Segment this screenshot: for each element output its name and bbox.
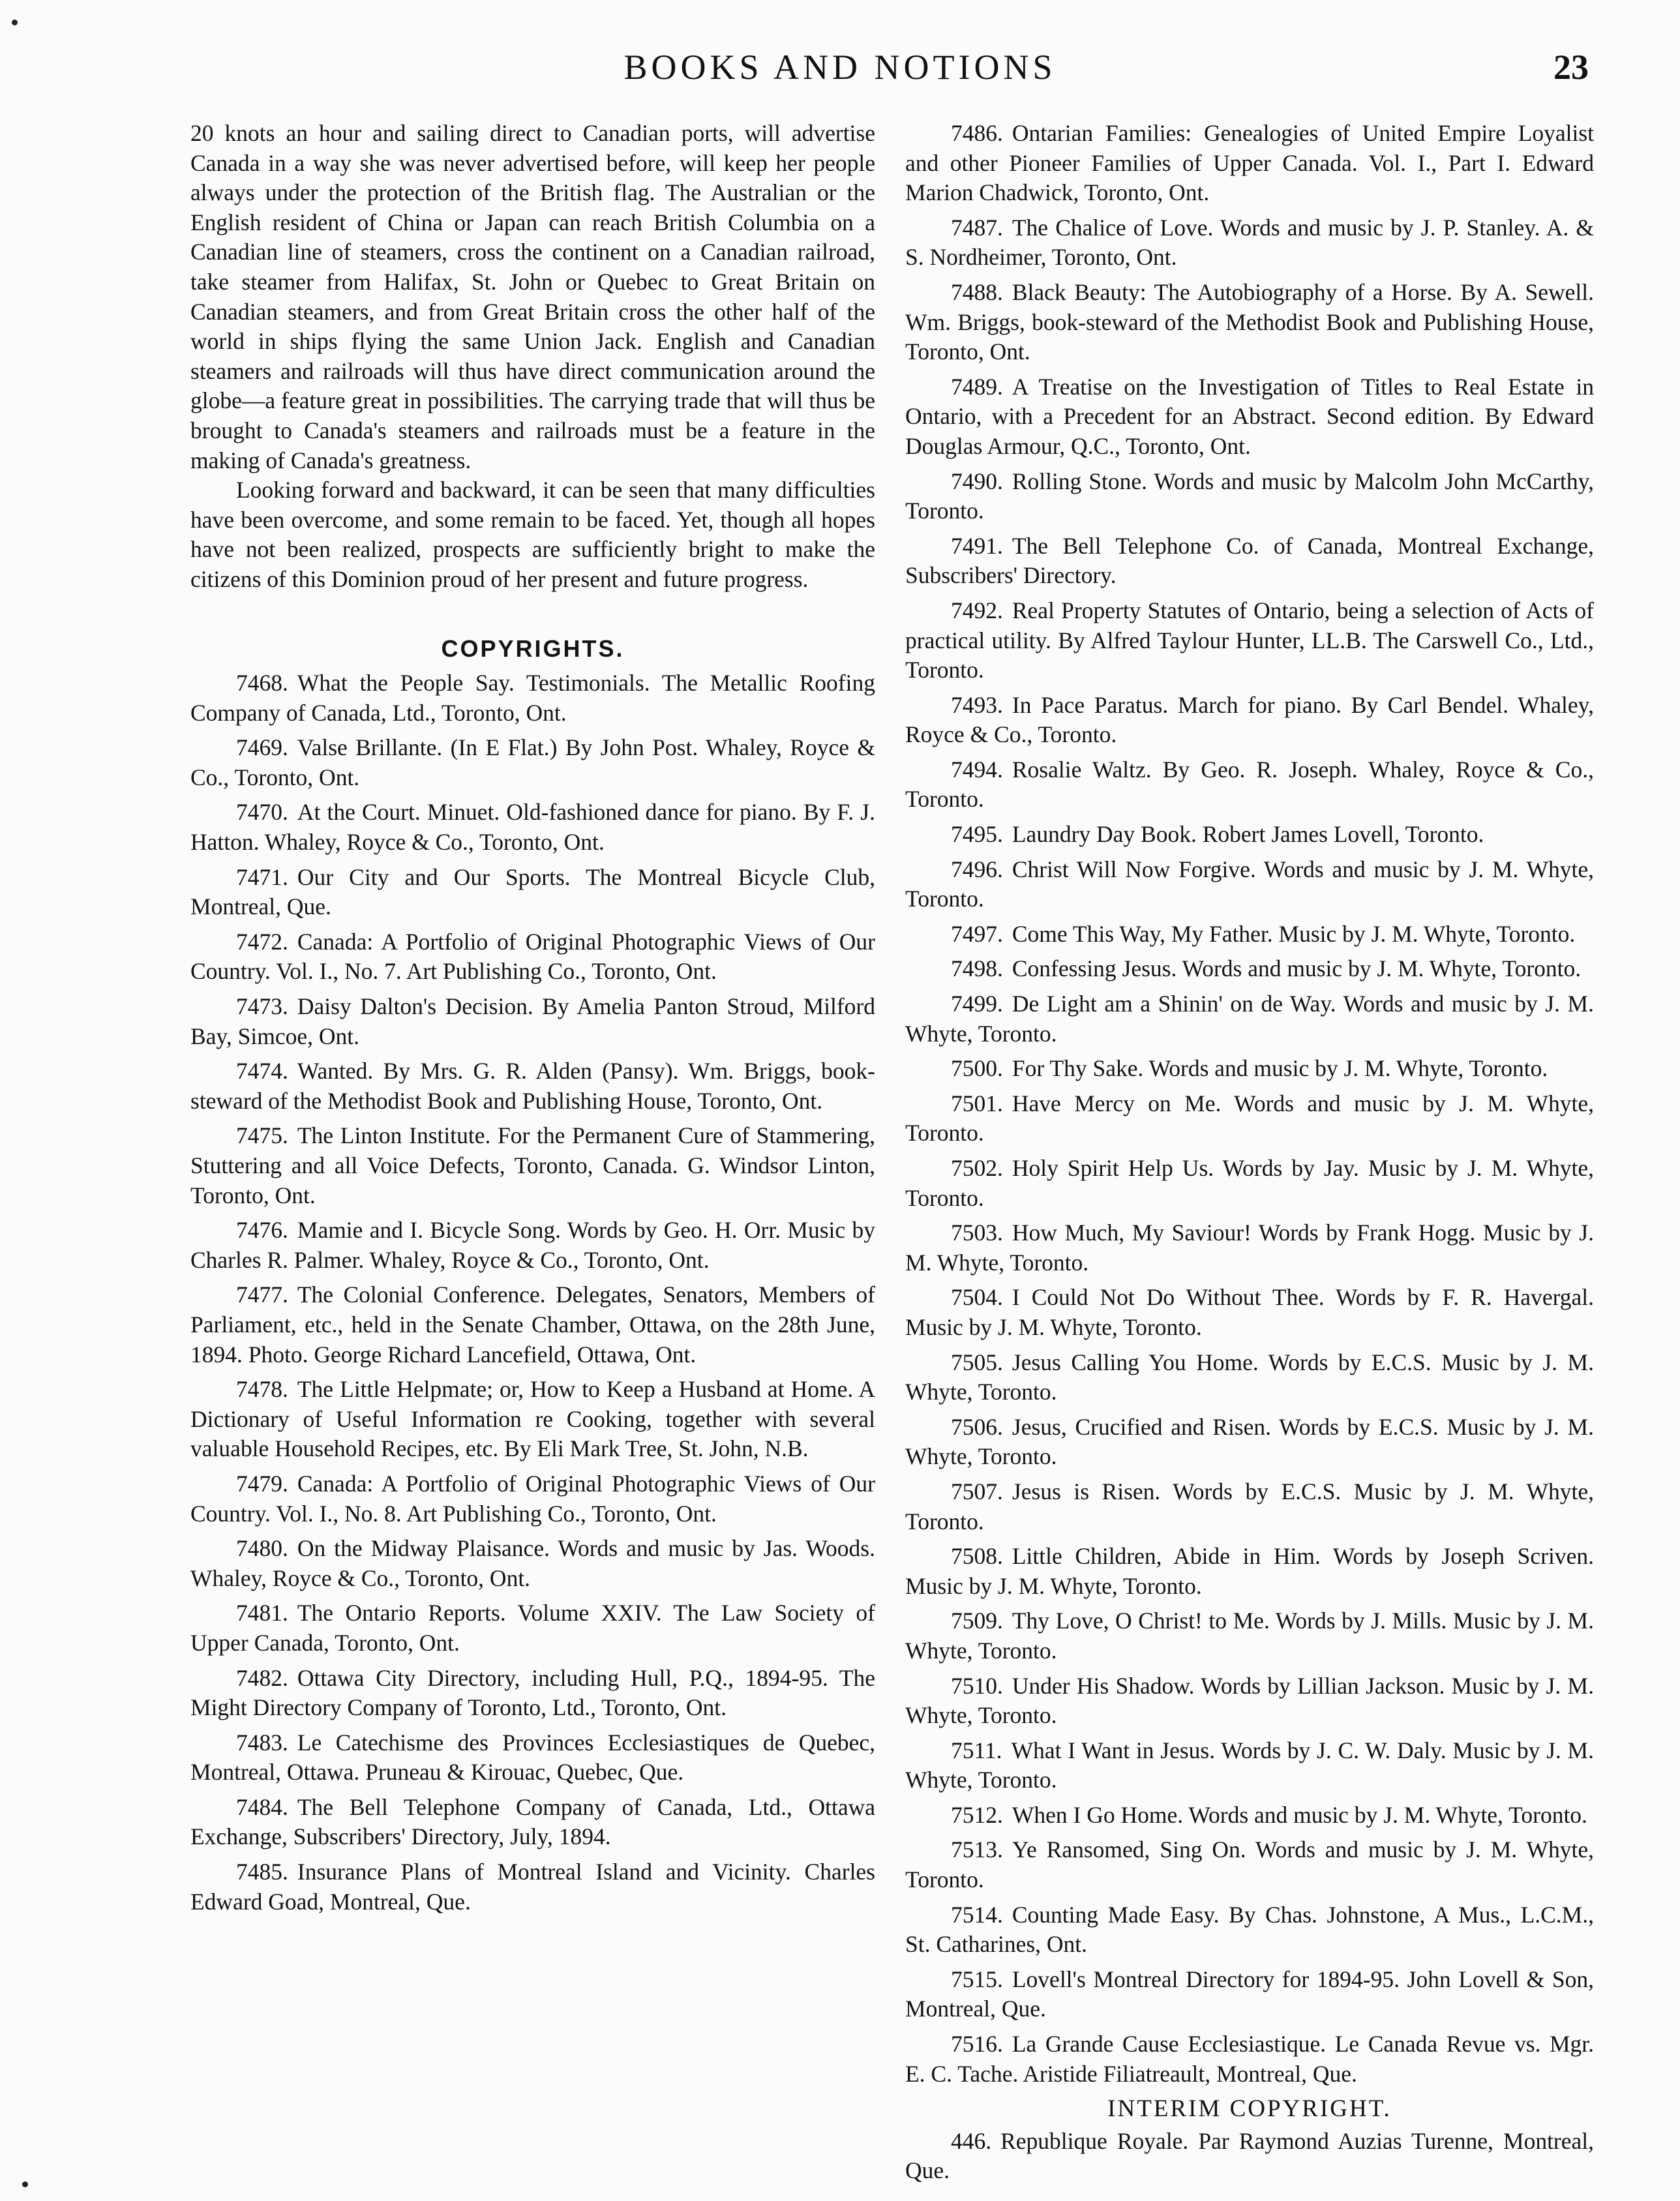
entry-number: 7472. (236, 928, 288, 955)
entry-number: 7476. (236, 1217, 288, 1244)
entry-number: 7483. (236, 1729, 288, 1756)
copyright-entry (905, 1900, 1594, 1960)
entry-number: 7505. (951, 1349, 1003, 1375)
entry-number: 7484. (236, 1793, 288, 1820)
copyright-entry (190, 992, 875, 1051)
entry-text: Real Property Statutes of Ontario, being a selection of Acts of practical utility. By Alfred Taylour Hunter, LL.B. The Carswell Co., Ltd., Toronto. (905, 597, 1594, 683)
entry-text: The Bell Telephone Co. of Canada, Montreal Exchange, Subscribers' Directory. (905, 532, 1594, 589)
entry-number: 7485. (236, 1859, 288, 1885)
entry-number: 7482. (236, 1664, 288, 1691)
entry-number: 7491. (951, 532, 1003, 559)
entry-number: 7507. (951, 1478, 1003, 1505)
entry-number: 7479. (236, 1470, 288, 1497)
interim-copyright-list (905, 2127, 1594, 2186)
entry-text: The Linton Institute. For the Permanent Cure of Stammering, Stuttering and all Voice Defects, Toronto, Canada. G. Windsor Linton, Toronto, Ont. (190, 1122, 875, 1208)
entry-text: Have Mercy on Me. Words and music by J. M. Whyte, Toronto. (905, 1090, 1594, 1146)
copyright-entry (905, 755, 1594, 815)
copyright-entry (190, 1728, 875, 1788)
entry-number: 7490. (951, 468, 1003, 494)
intro-paragraph: 20 knots an hour and sailing direct to Canadian ports, will advertise Canada in a way she was never advertised before, will keep her people always under the protection of the British flag. The Australian or the English resident of China or Japan can reach British Columbia on a Canadian line of steamers, cross the continent on a Canadian railroad, take steamer from Halifax, St. John or Quebec to Great Britain on Canadian steamers, and from Great Britain cross the other half of the world in ships flying the same Union Jack. English and Canadian steamers and railroads will thus have direct communication around the globe—a feature great in possibilities. The carrying trade that will thus be brought to Canada's steamers and railroads must be a feature in the making of Canada's greatness. (190, 120, 875, 473)
entry-number: 7489. (951, 373, 1003, 400)
copyright-entry (905, 1348, 1594, 1407)
left-column (190, 119, 875, 1922)
entry-text: How Much, My Saviour! Words by Frank Hogg. Music by J. M. Whyte, Toronto. (905, 1220, 1594, 1276)
copyright-list-left (190, 668, 875, 1917)
entry-number: 7468. (236, 670, 288, 696)
copyright-entry (905, 855, 1594, 914)
copyright-entry (905, 1835, 1594, 1894)
entry-text: Valse Brillante. (In E Flat.) By John Post. Whaley, Royce & Co., Toronto, Ont. (190, 734, 875, 790)
copyright-entry (190, 1793, 875, 1852)
entry-text: Come This Way, My Father. Music by J. M. Whyte, Toronto. (1012, 920, 1576, 947)
entry-number: 7510. (951, 1672, 1003, 1699)
entry-number: 7497. (951, 920, 1003, 947)
entry-text: Jesus, Crucified and Risen. Words by E.C.S. Music by J. M. Whyte, Toronto. (905, 1413, 1594, 1470)
entry-number: 7475. (236, 1122, 288, 1149)
copyright-entry (905, 1154, 1594, 1213)
copyright-entry (905, 820, 1594, 850)
entry-number: 7481. (236, 1600, 288, 1626)
entry-text: When I Go Home. Words and music by J. M. Whyte, Toronto. (1012, 1801, 1587, 1828)
entry-text: Canada: A Portfolio of Original Photographic Views of Our Country. Vol. I., No. 7. Art Publishing Co., Toronto, Ont. (190, 928, 875, 985)
copyright-entry (905, 596, 1594, 685)
entry-text: The Colonial Conference. Delegates, Senators, Members of Parliament, etc., held in the Senate Chamber, Ottawa, on the 28th June, 1894. Photo. George Richard Lancefield, Ottawa, Ont. (190, 1281, 875, 1368)
entry-text: For Thy Sake. Words and music by J. M. Whyte, Toronto. (1012, 1055, 1548, 1082)
copyright-entry (190, 1121, 875, 1210)
right-column (905, 119, 1594, 2191)
copyright-entry (905, 1542, 1594, 1601)
entry-number: 7470. (236, 799, 288, 826)
entry-text: Rosalie Waltz. By Geo. R. Joseph. Whaley, Royce & Co., Toronto. (905, 756, 1594, 813)
entry-text: What I Want in Jesus. Words by J. C. W. Daly. Music by J. M. Whyte, Toronto. (905, 1737, 1594, 1793)
page-number: 23 (1553, 48, 1589, 87)
entry-number: 7478. (236, 1376, 288, 1403)
entry-number: 7509. (951, 1608, 1003, 1634)
entry-text: Thy Love, O Christ! to Me. Words by J. Mills. Music by J. M. Whyte, Toronto. (905, 1608, 1594, 1664)
copyright-entry (190, 1375, 875, 1464)
entry-text: Le Catechisme des Provinces Ecclesiastiques de Quebec, Montreal, Ottawa. Pruneau & Kirouac, Quebec, Que. (190, 1729, 875, 1786)
entry-number: 7486. (951, 120, 1003, 146)
entry-text: Christ Will Now Forgive. Words and music by J. M. Whyte, Toronto. (905, 856, 1594, 912)
entry-number: 7496. (951, 856, 1003, 882)
entry-number: 7513. (951, 1836, 1003, 1863)
copyright-entry (905, 1606, 1594, 1666)
entry-number: 7508. (951, 1543, 1003, 1570)
copyright-entry (905, 119, 1594, 208)
entry-text: Lovell's Montreal Directory for 1894-95. John Lovell & Son, Montreal, Que. (905, 1966, 1594, 2022)
copyright-entry (905, 2127, 1594, 2186)
copyright-entry (905, 467, 1594, 526)
copyright-entry (905, 1671, 1594, 1731)
copyright-entry (905, 954, 1594, 984)
entry-text: I Could Not Do Without Thee. Words by F. R. Havergal. Music by J. M. Whyte, Toronto. (905, 1284, 1594, 1340)
copyright-list-right (905, 119, 1594, 2089)
copyright-entry (905, 278, 1594, 367)
page-header-title: BOOKS AND NOTIONS (623, 48, 1057, 87)
copyright-entry (190, 863, 875, 922)
entry-text: Insurance Plans of Montreal Island and Vicinity. Charles Edward Goad, Montreal, Que. (190, 1859, 875, 1915)
entry-number: 7474. (236, 1058, 288, 1085)
entry-number: 7487. (951, 214, 1003, 241)
entry-text: Laundry Day Book. Robert James Lovell, Toronto. (1012, 821, 1484, 848)
copyright-entry (905, 989, 1594, 1049)
entry-text: In Pace Paratus. March for piano. By Carl Bendel. Whaley, Royce & Co., Toronto. (905, 691, 1594, 748)
interim-copyright-heading: INTERIM COPYRIGHT. (1107, 2095, 1392, 2123)
entry-text: What the People Say. Testimonials. The Metallic Roofing Company of Canada, Ltd., Toronto, Ont. (190, 670, 875, 726)
copyright-entry (190, 1469, 875, 1529)
entry-text: The Ontario Reports. Volume XXIV. The Law Society of Upper Canada, Toronto, Ont. (190, 1600, 875, 1656)
entry-number: 7493. (951, 691, 1003, 718)
entry-number: 7502. (951, 1155, 1003, 1181)
entry-number: 7471. (236, 863, 288, 890)
entry-text: The Little Helpmate; or, How to Keep a Husband at Home. A Dictionary of Useful Information re Cooking, together with several valuable Household Recipes, etc. By Eli Mark Tree, St. John, N.B. (190, 1376, 875, 1462)
entry-text: Daisy Dalton's Decision. By Amelia Panton Stroud, Milford Bay, Simcoe, Ont. (190, 993, 875, 1049)
copyright-entry (905, 1089, 1594, 1148)
entry-number: 7495. (951, 821, 1003, 848)
entry-number: 7512. (951, 1801, 1003, 1828)
entry-text: Ottawa City Directory, including Hull, P.Q., 1894-95. The Might Directory Company of Toronto, Ltd., Toronto, Ont. (190, 1664, 875, 1721)
copyright-entry (190, 798, 875, 857)
entry-number: 7480. (236, 1535, 288, 1562)
entry-text: Black Beauty: The Autobiography of a Horse. By A. Sewell. Wm. Briggs, book-steward of the Methodist Book and Publishing House, Toronto, Ont. (905, 278, 1594, 365)
entry-number: 7503. (951, 1220, 1003, 1246)
copyright-entry (190, 1280, 875, 1370)
entry-number: 446. (951, 2127, 992, 2154)
copyright-entry (905, 1283, 1594, 1342)
copyright-entry (905, 1218, 1594, 1278)
copyright-entry (905, 1801, 1594, 1831)
copyright-entry (905, 2029, 1594, 2089)
entry-number: 7494. (951, 756, 1003, 783)
entry-number: 7514. (951, 1901, 1003, 1928)
entry-number: 7498. (951, 955, 1003, 982)
copyright-entry (190, 1216, 875, 1275)
margin-dot (12, 20, 18, 25)
entry-text: The Bell Telephone Company of Canada, Ltd., Ottawa Exchange, Subscribers' Directory, July, 1894. (190, 1793, 875, 1850)
entry-text: Ontarian Families: Genealogies of United Empire Loyalist and other Pioneer Families of Upper Canada. Vol. I., Part I. Edward Marion Chadwick, Toronto, Ont. (905, 120, 1594, 206)
entry-text: Little Children, Abide in Him. Words by Joseph Scriven. Music by J. M. Whyte, Toronto. (905, 1543, 1594, 1599)
copyright-entry (905, 532, 1594, 591)
entry-number: 7504. (951, 1284, 1003, 1311)
margin-dot (22, 2181, 28, 2187)
entry-text: Wanted. By Mrs. G. R. Alden (Pansy). Wm. Briggs, book-steward of the Methodist Book and Publishing House, Toronto, Ont. (190, 1058, 875, 1114)
intro-paragraph: Looking forward and backward, it can be seen that many difficulties have been overcome, and some remain to be faced. Yet, though all hopes have not been realized, prospects are sufficiently bright to make the citizens of this Dominion proud of her present and future progress. (190, 477, 875, 592)
entry-number: 7506. (951, 1413, 1003, 1440)
entry-number: 7516. (951, 2031, 1003, 2058)
entry-text: Mamie and I. Bicycle Song. Words by Geo. H. Orr. Music by Charles R. Palmer. Whaley, Royce & Co., Toronto, Ont. (190, 1217, 875, 1273)
copyright-entry (905, 1965, 1594, 2024)
copyright-entry (190, 1534, 875, 1593)
entry-text: Counting Made Easy. By Chas. Johnstone, A Mus., L.C.M., St. Catharines, Ont. (905, 1901, 1594, 1958)
copyright-entry (905, 920, 1594, 950)
page-margin-marks (0, 0, 65, 2201)
entry-number: 7499. (951, 991, 1003, 1017)
copyright-entry (190, 1598, 875, 1658)
copyrights-heading: COPYRIGHTS. (441, 635, 625, 662)
copyright-entry (190, 733, 875, 792)
copyright-entry (905, 1736, 1594, 1795)
copyright-entry (190, 1857, 875, 1917)
entry-text: Jesus Calling You Home. Words by E.C.S. Music by J. M. Whyte, Toronto. (905, 1349, 1594, 1405)
copyright-entry (905, 691, 1594, 750)
copyright-entry (190, 927, 875, 987)
entry-number: 7473. (236, 993, 288, 1020)
copyright-entry (905, 1413, 1594, 1472)
copyright-entry (905, 213, 1594, 273)
copyright-entry (905, 372, 1594, 462)
entry-text: Our City and Our Sports. The Montreal Bicycle Club, Montreal, Que. (190, 863, 875, 920)
copyright-entry (190, 1056, 875, 1116)
entry-text: The Chalice of Love. Words and music by J. P. Stanley. A. & S. Nordheimer, Toronto, Ont. (905, 214, 1594, 271)
entry-text: Ye Ransomed, Sing On. Words and music by J. M. Whyte, Toronto. (905, 1836, 1594, 1893)
entry-number: 7492. (951, 597, 1003, 623)
entry-text: Holy Spirit Help Us. Words by Jay. Music by J. M. Whyte, Toronto. (905, 1155, 1594, 1211)
entry-text: On the Midway Plaisance. Words and music by Jas. Woods. Whaley, Royce & Co., Toronto, Ont. (190, 1535, 875, 1591)
entry-text: Confessing Jesus. Words and music by J. M. Whyte, Toronto. (1012, 955, 1582, 982)
entry-text: Canada: A Portfolio of Original Photographic Views of Our Country. Vol. I., No. 8. Art Publishing Co., Toronto, Ont. (190, 1470, 875, 1527)
copyright-entry (190, 1664, 875, 1723)
entry-text: Republique Royale. Par Raymond Auzias Turenne, Montreal, Que. (905, 2127, 1594, 2184)
entry-text: La Grande Cause Ecclesiastique. Le Canada Revue vs. Mgr. E. C. Tache. Aristide Filiatreault, Montreal, Que. (905, 2031, 1594, 2087)
entry-text: At the Court. Minuet. Old-fashioned dance for piano. By F. J. Hatton. Whaley, Royce & Co., Toronto, Ont. (190, 799, 875, 856)
entry-text: A Treatise on the Investigation of Titles to Real Estate in Ontario, with a Precedent for an Abstract. Second edition. By Edward Douglas Armour, Q.C., Toronto, Ont. (905, 373, 1594, 459)
entry-number: 7469. (236, 734, 288, 761)
entry-text: Jesus is Risen. Words by E.C.S. Music by J. M. Whyte, Toronto. (905, 1478, 1594, 1535)
entry-number: 7500. (951, 1055, 1003, 1082)
entry-number: 7515. (951, 1966, 1003, 1992)
entry-text: Rolling Stone. Words and music by Malcolm John McCarthy, Toronto. (905, 468, 1594, 524)
entry-number: 7488. (951, 278, 1003, 305)
copyright-entry (190, 668, 875, 728)
copyright-entry (905, 1054, 1594, 1084)
copyright-entry (905, 1477, 1594, 1536)
entry-text: Under His Shadow. Words by Lillian Jackson. Music by J. M. Whyte, Toronto. (905, 1672, 1594, 1729)
entry-number: 7501. (951, 1090, 1003, 1116)
entry-text: De Light am a Shinin' on de Way. Words and music by J. M. Whyte, Toronto. (905, 991, 1594, 1047)
entry-number: 7477. (236, 1281, 288, 1308)
entry-number: 7511. (951, 1737, 1002, 1763)
